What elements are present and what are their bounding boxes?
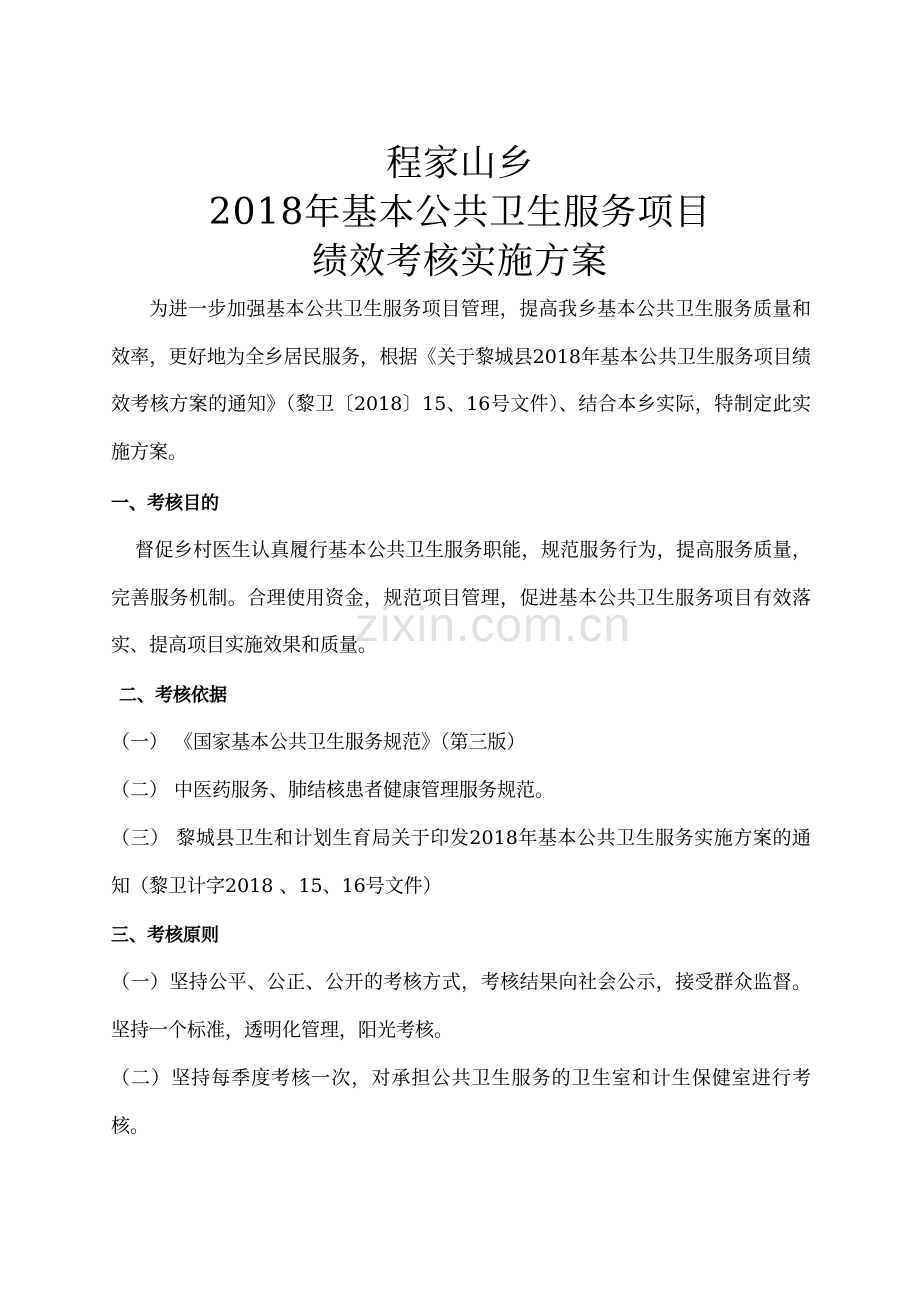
section-2-item-2: （二） 中医药服务、肺结核患者健康管理服务规范。 (111, 779, 555, 801)
section-3-heading: 三、考核原则 (111, 925, 219, 946)
document-title-line-2: 2018年基本公共卫生服务项目 (208, 192, 712, 233)
section-2-item-1: （一） 《国家基本公共卫生服务规范》（第三版） (111, 731, 526, 753)
section-1-heading: 一、考核目的 (111, 493, 219, 514)
intro-paragraph: 为进一步加强基本公共卫生服务项目管理，提高我乡基本公共卫生服务质量和效率，更好地为全乡居民服务，根据《关于黎城县2018年基本公共卫生服务项目绩效考核方案的通知》（黎卫〔2018〕15、16号文件）、结合本乡实际，特制定此实施方案。 (111, 298, 811, 463)
document-title-line-1: 程家山乡 (385, 143, 534, 184)
document-title-line-3: 绩效考核实施方案 (311, 241, 608, 282)
watermark-text: zixin.com.cn (355, 599, 632, 652)
section-3-item-2: （二）坚持每季度考核一次，对承担公共卫生服务的卫生室和计生保健室进行考核。 (111, 1067, 811, 1137)
section-3-item-1: （一）坚持公平、公正、公开的考核方式，考核结果向社会公示，接受群众监督。坚持一个标准，透明化管理，阳光考核。 (111, 971, 811, 1041)
section-2-item-3: （三） 黎城县卫生和计划生育局关于印发2018年基本公共卫生服务实施方案的通知（黎卫计字2018 、15、16号文件） (111, 827, 811, 897)
section-2-heading: 二、考核依据 (119, 685, 227, 706)
section-1-body: 督促乡村医生认真履行基本公共卫生服务职能，规范服务行为，提高服务质量，完善服务机制。合理使用资金，规范项目管理，促进基本公共卫生服务项目有效落实、提高项目实施效果和质量。 (111, 539, 811, 656)
